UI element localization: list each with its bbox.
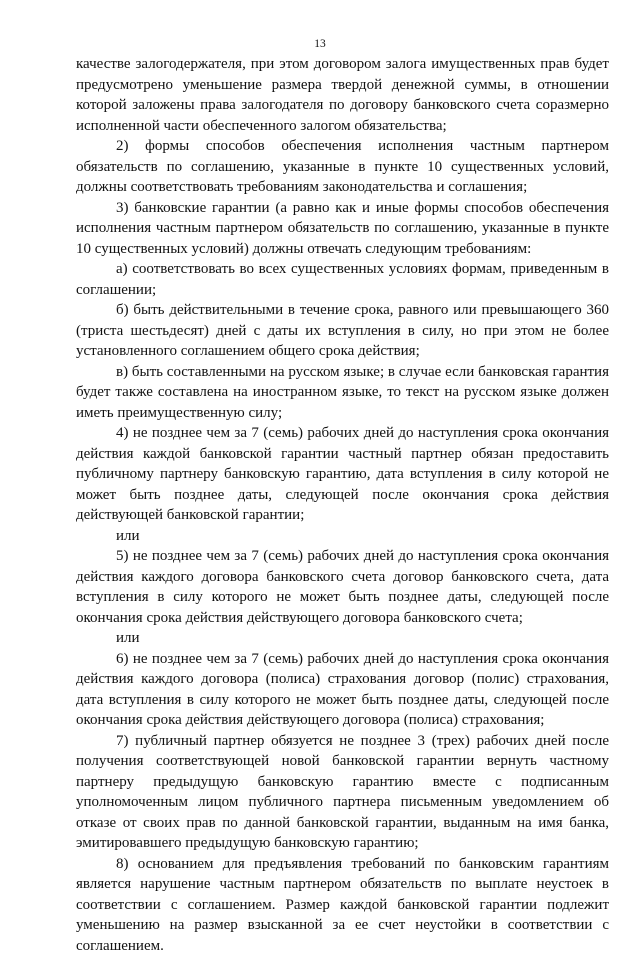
paragraph-continuation: качестве залогодержателя, при этом договором залога имущественных прав будет предусмотрено уменьшение размера твердой денежной суммы, в отношении которой заложены права залогодателя по договору банковского счета соразмерно исполненной части обеспеченного залогом обязательства;	[76, 54, 609, 136]
page-number: 13	[0, 38, 640, 50]
paragraph-item-8: 8) основанием для предъявления требований по банковским гарантиям является нарушение частным партнером обязательств по выплате неустоек в соответствии с соглашением. Размер каждой банковской гарантии подлежит уменьшению на размер взысканной за ее счет неустойки в соответствии с соглашением.	[76, 854, 609, 956]
paragraph-item-3: 3) банковские гарантии (а равно как и иные формы способов обеспечения исполнения частным партнером обязательств по соглашению, указанные в пункте 10 существенных условий) должны отвечать следующим требованиям:	[76, 198, 609, 260]
paragraph-subitem-v: в) быть составленными на русском языке; в случае если банковская гарантия будет также составлена на иностранном языке, то текст на русском языке должен иметь преимущественную силу;	[76, 362, 609, 424]
paragraph-or-1: или	[76, 526, 609, 547]
paragraph-item-5: 5) не позднее чем за 7 (семь) рабочих дней до наступления срока окончания действия каждого договора банковского счета договор банковского счета, дата вступления в силу которого не может быть позднее даты, следующей после окончания срока действия действующего договора банковского счета;	[76, 546, 609, 628]
paragraph-subitem-a: а) соответствовать во всех существенных условиях формам, приведенным в соглашении;	[76, 259, 609, 300]
paragraph-or-2: или	[76, 628, 609, 649]
paragraph-item-7: 7) публичный партнер обязуется не позднее 3 (трех) рабочих дней после получения соответствующей новой банковской гарантии вернуть частному партнеру предыдущую банковскую гарантию вместе с подписанным уполномоченным лицом публичного партнера письменным уведомлением об отказе от своих прав по данной банковской гарантии, выданным на имя банка, эмитировавшего предыдущую банковскую гарантию;	[76, 731, 609, 854]
paragraph-item-6: 6) не позднее чем за 7 (семь) рабочих дней до наступления срока окончания действия каждого договора (полиса) страхования договор (полис) страхования, дата вступления в силу которого не может быть позднее даты, следующей после окончания срока действия действующего договора (полиса) страхования;	[76, 649, 609, 731]
paragraph-subitem-b: б) быть действительными в течение срока, равного или превышающего 360 (триста шестьдесят) дней с даты их вступления в силу, но при этом не более установленного соглашением общего срока действия;	[76, 300, 609, 362]
paragraph-item-2: 2) формы способов обеспечения исполнения частным партнером обязательств по соглашению, указанные в пункте 10 существенных условий, должны соответствовать требованиям законодательства и соглашения;	[76, 136, 609, 198]
paragraph-item-4: 4) не позднее чем за 7 (семь) рабочих дней до наступления срока окончания действия каждой банковской гарантии частный партнер обязан предоставить публичному партнеру банковскую гарантию, дата вступления в силу которой не может быть позднее даты, следующей после окончания срока действия действующей банковской гарантии;	[76, 423, 609, 526]
document-body	[76, 54, 609, 956]
